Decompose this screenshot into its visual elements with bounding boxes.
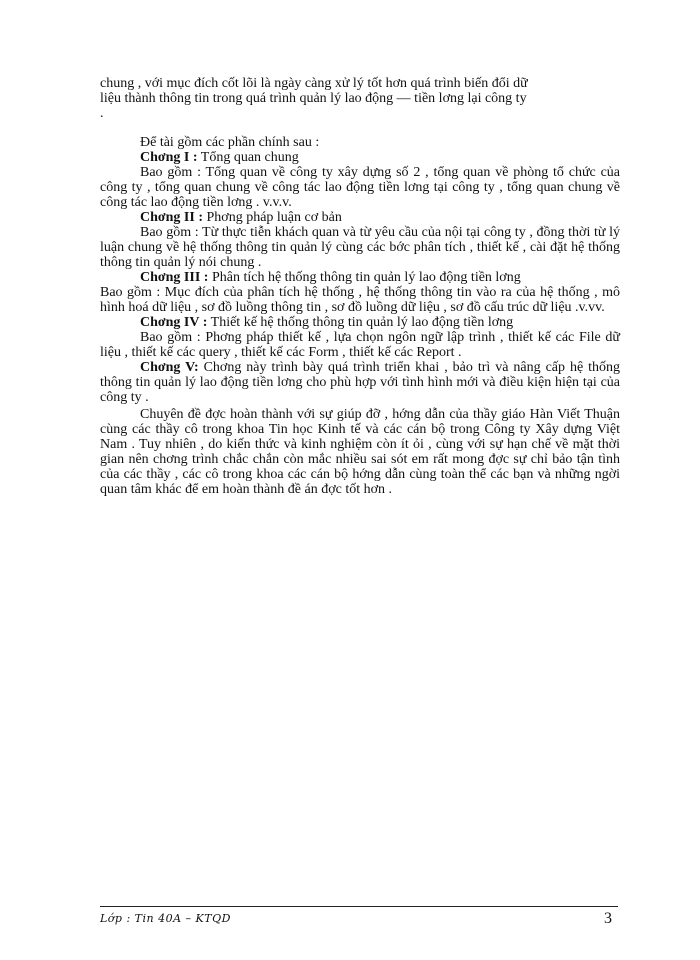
intro-line: . (100, 106, 104, 121)
chapter-title: Chơng này trình bày quá trình triển khai , bảo trì và nâng cấp hệ thống thông tin quản lý lao động tiền lơng cho phù hợp với tình hình mới và điều kiện hiện tại của công ty . (100, 360, 620, 405)
footer-divider (100, 906, 618, 907)
chapter-label: Chơng V: (140, 360, 199, 375)
chapter-title: Phân tích hệ thống thông tin quản lý lao động tiền lơng (208, 270, 521, 285)
chapter-label: Chơng I : (140, 150, 198, 165)
parts-intro: Để tài gồm các phần chính sau : (140, 135, 320, 150)
intro-line: liệu thành thông tin trong quá trình quản lý lao động — tiền lơng lại công ty (100, 91, 527, 106)
footer-class-label: Lớp : Tin 40A – KTQD (100, 912, 231, 925)
chapter-label: Chơng IV : (140, 315, 208, 330)
chapter-description: Bao gồm : Phơng pháp thiết kế , lựa chọn ngôn ngữ lập trình , thiết kế các File dữ liệu , thiết kế các query , thiết kế các Form , thiết kế các Report . (100, 330, 620, 360)
closing-paragraph: Chuyên đề đợc hoàn thành với sự giúp đỡ , hớng dẫn của thầy giáo Hàn Viết Thuận cùng các thầy cô trong khoa Tin học Kinh tế và các cán bộ trong Công ty Xây dựng Việt Nam . Tuy nhiên , do kiến thức và kinh nghiệm còn ít ỏi , cùng với sự hạn chế về mặt thời gian nên chơng trình chắc chắn còn mắc nhiều sai sót em rất mong đợc sự chỉ bảo tận tình của các thầy , các cô trong khoa các cán bộ hớng dẫn cùng toàn thể các bạn và những ngời quan tâm khác để em hoàn thành đề án đợc tốt hơn . (100, 407, 620, 497)
chapter-description: Bao gồm : Từ thực tiễn khách quan và từ yêu cầu của nội tại công ty , đồng thời từ lý luận chung về hệ thống thông tin quản lý cùng các bớc phân tích , thiết kế , cài đặt hệ thống thông tin quản lý nói chung . (100, 225, 620, 270)
chapter-heading-4 (100, 315, 620, 330)
chapter-label: Chơng III : (140, 270, 209, 285)
chapter-label: Chơng II : (140, 210, 203, 225)
chapter-heading-2 (100, 210, 620, 225)
chapter-title: Phơng pháp luận cơ bản (203, 210, 342, 225)
document-body (100, 76, 620, 497)
chapter-heading-1 (100, 150, 620, 165)
page-number: 3 (604, 910, 612, 927)
chapter-title: Thiết kế hệ thống thông tin quản lý lao động tiền lơng (207, 315, 514, 330)
chapter-description: Bao gồm : Tổng quan về công ty xây dựng số 2 , tổng quan về phòng tổ chức của công ty , tổng quan chung về công tác lao động tiền lơng tại công ty , tổng quan chung về công tác lao động tiền lơng . v.v.v. (100, 165, 620, 210)
intro-line: chung , với mục đích cốt lõi là ngày càng xử lý tốt hơn quá trình biến đổi dữ (100, 76, 528, 91)
chapter-heading-3 (100, 270, 620, 285)
chapter-title: Tổng quan chung (197, 150, 299, 165)
chapter-description: Bao gồm : Mục đích của phân tích hệ thống , hệ thống thông tin vào ra của hệ thống , mô hình hoá dữ liệu , sơ đồ luồng thông tin , sơ đồ luồng dữ liệu , sơ đồ cấu trúc dữ liệu .v.vv. (100, 285, 620, 315)
chapter-heading-5 (100, 360, 620, 405)
